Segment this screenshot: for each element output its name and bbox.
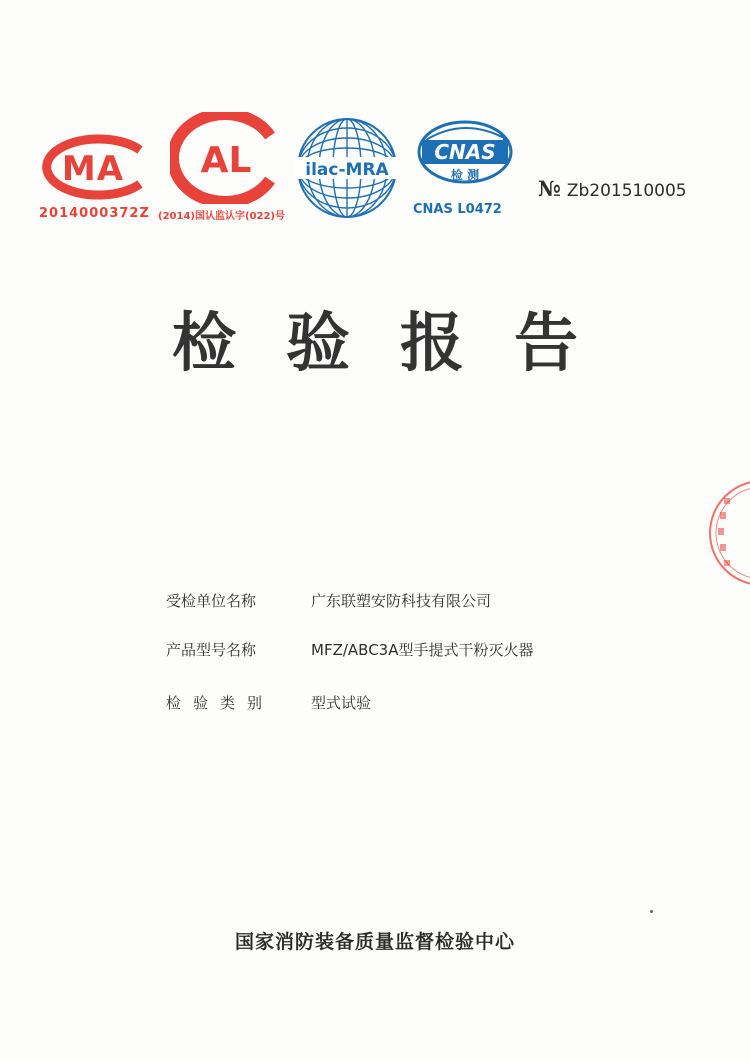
report-title: 检验报告 xyxy=(172,307,628,381)
cma-caption: 2014000372Z xyxy=(39,206,150,221)
info-row-inspected-unit xyxy=(166,590,491,611)
info-label: 受检单位名称 xyxy=(166,592,257,610)
cal-logo xyxy=(170,112,282,204)
cnas-caption: CNAS L0472 xyxy=(413,202,502,217)
report-number xyxy=(538,176,687,201)
cnas-logo xyxy=(412,110,518,190)
info-row-product-model xyxy=(166,639,533,660)
info-label: 产品型号名称 xyxy=(166,641,257,659)
scan-speck xyxy=(650,910,653,913)
svg-text:CNAS: CNAS xyxy=(434,140,496,164)
svg-text:MA: MA xyxy=(61,149,125,189)
info-value: 广东联塑安防科技有限公司 xyxy=(311,592,492,610)
info-label: 检验类别 xyxy=(166,694,275,712)
issuing-organization: 国家消防装备质量监督检验中心 xyxy=(234,931,515,953)
cma-logo xyxy=(38,132,154,202)
svg-text:AL: AL xyxy=(200,140,252,181)
svg-text:ilac-MRA: ilac-MRA xyxy=(305,160,389,180)
ilac-mra-logo xyxy=(293,116,401,220)
info-value: 型式试验 xyxy=(311,694,372,712)
report-number-value: Zb201510005 xyxy=(566,181,687,201)
info-value: MFZ/ABC3A型手提式干粉灭火器 xyxy=(311,641,534,659)
cal-caption: (2014)国认监认字(022)号 xyxy=(158,211,285,222)
svg-text:检 测: 检 测 xyxy=(450,168,480,182)
info-row-inspection-type xyxy=(166,692,371,713)
number-symbol: № xyxy=(538,176,561,201)
official-seal xyxy=(700,478,750,592)
